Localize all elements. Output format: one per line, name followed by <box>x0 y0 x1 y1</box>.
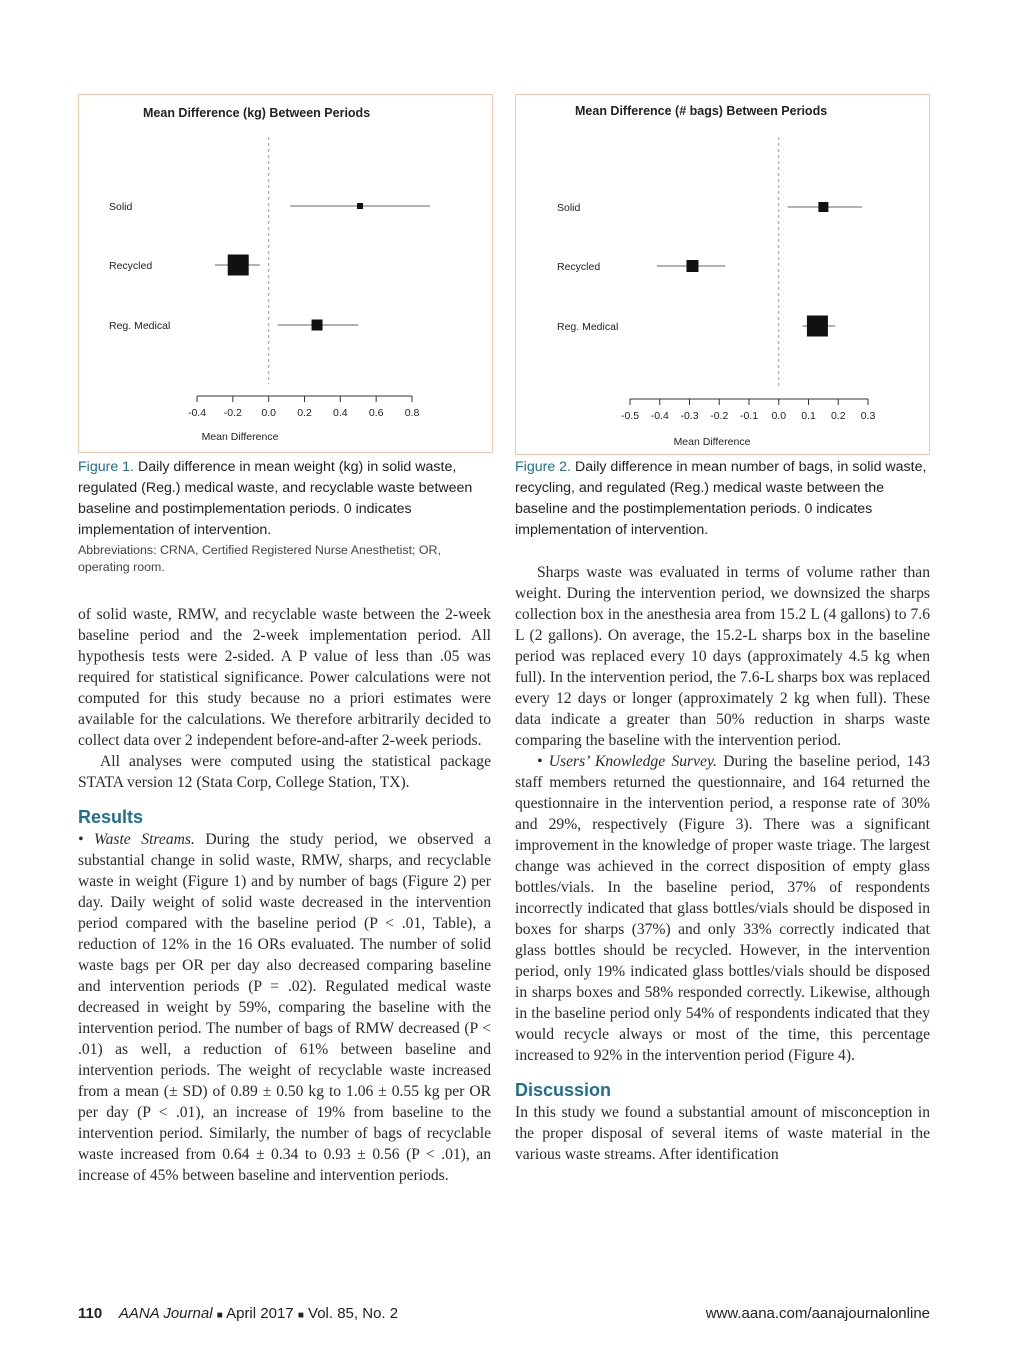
x-tick-label-6: 0.1 <box>801 410 816 422</box>
figure-2-chart <box>516 95 929 454</box>
row-label-1: Recycled <box>557 261 601 273</box>
figure-1 <box>78 94 493 453</box>
figure-2-caption-label: Figure 2. <box>515 459 571 475</box>
waste-streams-head: • Waste Streams. <box>78 831 195 848</box>
right-column <box>515 562 930 1165</box>
users-knowledge-text: During the baseline period, 143 staff members returned the questionnaire, and 164 returned the questionnaire in the intervention period, a response rate of 30% and 29%, respectively (Figure 3). There was a significant improvement in the knowledge of proper waste triage. The largest change was achieved in the correct disposition of empty glass bottles/vials. In the baseline period, 37% of respondents incorrectly indicated that glass bottles/vials should be disposed in boxes for sharps (37%) and only 33% correctly indicated that glass bottles should be recycled. However, in the intervention period, only 19% indicated glass bottles/vials should be disposed in sharps boxes and 58% responded correctly. Likewise, although in the baseline period only 54% of respondents indicated that they would recycle always or most of the time, this percentage increased to 92% in the intervention period (Figure 4). <box>515 753 930 1064</box>
estimate-marker-2 <box>807 316 828 337</box>
waste-streams-paragraph <box>78 829 491 1186</box>
x-tick-label-0: -0.4 <box>187 407 207 419</box>
right-paragraph-1: Sharps waste was evaluated in terms of volume rather than weight. During the intervention period, we downsized the sharps collection box in the anesthesia area from 15.2 L (4 gallons) to 7.6 L (2 gallons). On average, the 15.2-L sharps box in the baseline period was replaced every 10 days (approximately 4.5 kg when full). In the intervention period, the 7.6-L sharps box was replaced every 12 days or longer (approximately 2 kg when full). These data indicate a greater than 50% reduction in sharps waste comparing the baseline with the intervention period. <box>515 564 930 749</box>
page-number: 110 <box>78 1305 103 1322</box>
figure-2-caption-text: Daily difference in mean number of bags, in solid waste, recycling, and regulated (Reg.) medical waste between the baseline and the postimplementation periods. 0 indicates implementation of intervention. <box>515 459 927 538</box>
row-label-2: Reg. Medical <box>557 321 619 333</box>
x-tick-label-1: -0.4 <box>650 410 669 422</box>
row-label-0: Solid <box>109 201 133 213</box>
x-tick-label-8: 0.3 <box>860 410 876 422</box>
x-tick-label-2: 0.0 <box>261 407 276 419</box>
estimate-marker-0 <box>357 203 363 209</box>
figure-1-title: Mean Difference (kg) Between Periods <box>143 106 371 120</box>
estimate-marker-0 <box>818 202 828 212</box>
estimate-marker-2 <box>312 320 323 331</box>
estimate-marker-1 <box>228 255 249 276</box>
left-paragraph-2: All analyses were computed using the statistical package STATA version 12 (Stata Corp, College Station, TX). <box>78 753 491 791</box>
figure-1-abbreviations: Abbreviations: CRNA, Certified Registered Nurse Anesthetist; OR, operating room. <box>78 543 441 574</box>
figure-2-caption <box>515 457 930 541</box>
figure-1-chart <box>79 95 492 452</box>
journal-url[interactable]: www.aana.com/aanajournalonline <box>705 1305 930 1322</box>
x-tick-label-4: 0.4 <box>333 407 348 419</box>
figure-1-caption-text: Daily difference in mean weight (kg) in solid waste, regulated (Reg.) medical waste, and recyclable waste between baseline and postimplementation periods. 0 indicates implementation of intervention. <box>78 459 473 538</box>
users-knowledge-paragraph <box>515 751 930 1066</box>
figure-1-xlabel: Mean Difference <box>201 431 279 443</box>
estimate-marker-1 <box>686 260 698 272</box>
figure-2 <box>515 94 930 455</box>
footer-separator-2: ■ <box>297 1310 304 1321</box>
x-tick-label-5: 0.6 <box>368 407 384 419</box>
discussion-heading: Discussion <box>515 1080 612 1100</box>
row-label-0: Solid <box>557 202 581 214</box>
issue-date: April 2017 <box>226 1305 294 1322</box>
page-footer-right <box>706 1305 930 1322</box>
figure-1-caption <box>78 457 491 576</box>
figure-1-caption-label: Figure 1. <box>78 459 134 475</box>
footer-separator-1: ■ <box>216 1310 223 1321</box>
discussion-paragraph: In this study we found a substantial amount of misconception in the proper disposal of several items of waste material in the various waste streams. After identification <box>515 1104 930 1163</box>
left-paragraph-1: of solid waste, RMW, and recyclable waste between the 2-week baseline period and the 2-week implementation period. All hypothesis tests were 2-sided. A P value of less than .05 was required for statistical significance. Power calculations were not computed for this study because no a priori estimates were available for the calculations. We therefore arbitrarily decided to collect data over 2 independent before-and-after 2-week periods. <box>78 606 491 749</box>
x-tick-label-3: -0.2 <box>710 410 729 422</box>
users-knowledge-head: • Users’ Knowledge Survey. <box>537 753 717 770</box>
page-footer-left <box>78 1305 398 1322</box>
results-heading: Results <box>78 807 144 827</box>
waste-streams-text: During the study period, we observed a substantial change in solid waste, RMW, sharps, and recyclable waste in weight (Figure 1) and by number of bags (Figure 2) per day. Daily weight of solid waste decreased in the intervention period compared with the baseline period (P < .01, Table), a reduction of 12% in the 16 ORs evaluated. The number of solid waste bags per OR per day also decreased comparing baseline and intervention periods (P = .02). Regulated medical waste decreased in weight by 59%, comparing the baseline with the intervention period. The number of bags of RMW decreased (P < .01) as well, a reduction of 61% between baseline and intervention periods. The weight of recyclable waste increased from a mean (± SD) of 0.89 ± 0.50 kg to 1.06 ± 0.55 kg per OR per day (P < .01), an increase of 19% from baseline to the intervention period. Similarly, the number of bags of recyclable waste increased from 0.64 ± 0.34 to 0.93 ± 0.56 (P < .01), an increase of 45% between baseline and intervention periods. <box>78 831 491 1184</box>
x-tick-label-2: -0.3 <box>680 410 699 422</box>
x-tick-label-6: 0.8 <box>404 407 420 419</box>
x-tick-label-5: 0.0 <box>771 410 787 422</box>
x-tick-label-7: 0.2 <box>830 410 846 422</box>
journal-name: AANA Journal <box>118 1305 213 1322</box>
x-tick-label-1: -0.2 <box>223 407 242 419</box>
figure-2-xlabel: Mean Difference <box>673 436 751 448</box>
volume-issue: Vol. 85, No. 2 <box>308 1305 399 1322</box>
row-label-1: Recycled <box>109 260 153 272</box>
row-label-2: Reg. Medical <box>109 320 171 332</box>
x-tick-label-0: -0.5 <box>620 410 640 422</box>
figure-2-title: Mean Difference (# bags) Between Periods <box>575 104 828 118</box>
left-column <box>78 604 491 1186</box>
x-tick-label-4: -0.1 <box>739 410 759 422</box>
x-tick-label-3: 0.2 <box>297 407 312 419</box>
